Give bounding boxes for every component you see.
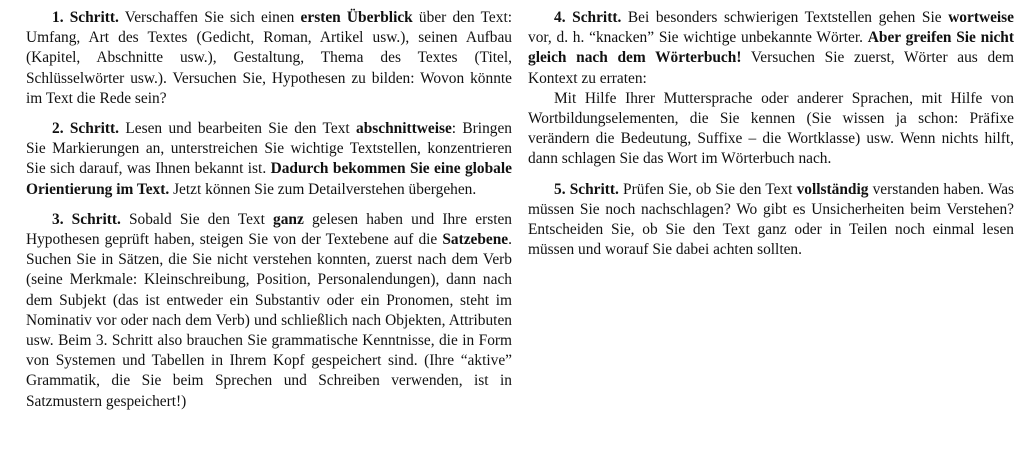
step-4-bold-b: Aber greifen Sie nicht gleich nach dem Wörterbuch! [528,29,1014,67]
step-2-bold-a: abschnittweise [356,120,452,138]
right-column [528,8,1014,270]
step-5-paragraph [528,180,1014,261]
step-2-paragraph [26,119,512,200]
step-1-title: 1. Schritt. [52,9,119,26]
step-5-title: 5. Schritt. [554,180,619,198]
left-column [26,8,512,422]
step-3-bold-b: Satzebene [442,231,509,249]
step-1-text-b: über den Text: Umfang, Art des Textes (Gedicht, Roman, Artikel usw.), seinen Aufbau (Kapitel, Abschnitte usw.), Gestaltung, Thema des Textes (Titel, Schlüsselwörter usw.). Versuchen Sie, Hypothesen zu bilden: Wovon könnte im Text die Rede sein? [26,9,513,107]
step-4-title: 4. Schritt. [554,9,622,26]
step-5-text-a: Prüfen Sie, ob Sie den Text [618,180,797,198]
step-1-text-a: Verschaffen Sie sich einen [118,9,301,26]
step-5-bold-a: vollständig [796,180,869,198]
step-1-paragraph [26,8,512,109]
step-3-text-b: gelesen haben und Ihre ersten Hypothesen geprüft haben, steigen Sie von der Textebene auf die [26,210,513,249]
step-4-paragraph [528,8,1014,89]
step-5-text-b: verstanden haben. Was müssen Sie noch nachschlagen? Wo gibt es Unsicherheiten beim Verstehen? Entscheiden Sie, ob Sie den Text ganz oder in Teilen noch einmal lesen müssen und worauf Sie dabei achten sollten. [528,180,1015,259]
step-3-title: 3. Schritt. [52,210,121,228]
step-4-bold-a: wortweise [948,9,1014,26]
step-4-continuation: Mit Hilfe Ihrer Muttersprache oder anderer Sprachen, mit Hilfe von Wortbildungselementen, die Sie kennen (Sie wissen ja schon: Präfixe verändern die Bedeutung, Suffixe – die Wortklasse) usw. Wenn nichts hilft, dann schlagen Sie das Wort im Wörterbuch nach. [528,89,1014,168]
step-4-text-b: vor, d. h. “knacken” Sie wichtige unbekannte Wörter. [528,29,868,47]
step-2-title: 2. Schritt. [52,120,120,138]
step-1-bold-a: ersten Überblick [300,9,413,26]
step-3-text-c: . Suchen Sie in Sätzen, die Sie nicht verstehen konnten, zuerst nach dem Verb (seine Merkmale: Kleinschreibung, Position, Personalendungen), dann nach dem Subjekt (das ist entweder ein Substantiv oder ein Pronomen, steht im Nominativ vor oder nach dem Verb) und schließlich nach Objekten, Attributen usw. Beim 3. Schritt also brauchen Sie grammatische Kenntnisse, die in Form von Systemen und Tabellen in Ihrem Kopf gespeichert sind. (Ihre “aktive” Grammatik, die Sie beim Sprechen und Schreiben verwenden, ist in Satzmustern gespeichert!) [26,231,512,410]
step-3-paragraph [26,210,512,412]
step-2-bold-b: Dadurch bekommen Sie eine globale Orientierung im Text. [26,160,512,198]
step-2-text-c: Jetzt können Sie zum Detailverstehen übergehen. [169,180,477,198]
step-4-text-c: Versuchen Sie zuerst, Wörter aus dem Kontext zu erraten: [528,49,1014,87]
step-2-text-a: Lesen und bearbeiten Sie den Text [119,120,357,138]
step-2-text-b: : Bringen Sie Markierungen an, unterstreichen Sie wichtige Textstellen, konzentrieren Sie sich darauf, was Ihnen bekannt ist. [26,120,512,178]
step-4-text-a: Bei besonders schwierigen Textstellen gehen Sie [621,9,949,26]
step-3-text-a: Sobald Sie den Text [120,210,274,228]
step-3-bold-a: ganz [273,210,304,228]
